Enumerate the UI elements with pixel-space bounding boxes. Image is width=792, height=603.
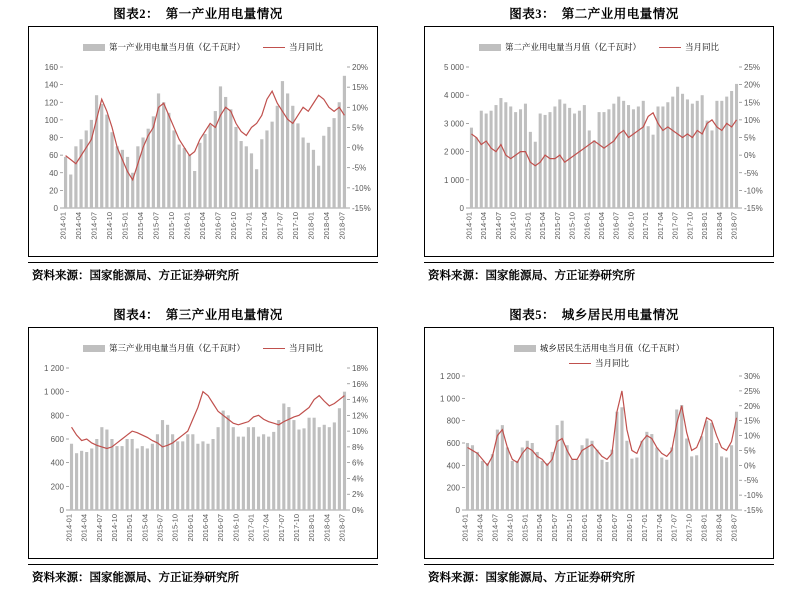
svg-text:2014-01: 2014-01	[460, 514, 470, 542]
svg-text:200: 200	[50, 482, 64, 492]
svg-text:1 200: 1 200	[439, 372, 460, 381]
svg-text:800: 800	[446, 416, 460, 426]
svg-text:3 000: 3 000	[443, 119, 464, 129]
svg-text:-15%: -15%	[352, 204, 371, 213]
svg-text:2018-04: 2018-04	[714, 514, 724, 542]
svg-text:2018-01: 2018-01	[700, 212, 710, 240]
svg-text:2014-04: 2014-04	[79, 514, 89, 542]
svg-text:2015-07: 2015-07	[552, 212, 562, 240]
svg-text:2014-07: 2014-07	[490, 514, 500, 542]
svg-text:2015-04: 2015-04	[535, 514, 545, 542]
svg-text:2017-01: 2017-01	[641, 212, 651, 240]
svg-text:2016-10: 2016-10	[231, 514, 241, 542]
svg-text:2018-04: 2018-04	[321, 212, 331, 240]
svg-text:2014-07: 2014-07	[493, 212, 503, 240]
svg-text:400: 400	[50, 458, 64, 468]
svg-text:10%: 10%	[744, 115, 761, 125]
svg-text:2017-01: 2017-01	[244, 212, 254, 240]
svg-text:100: 100	[44, 115, 58, 125]
svg-text:2015-01: 2015-01	[120, 212, 130, 240]
svg-text:2015-01: 2015-01	[125, 514, 135, 542]
svg-text:1 000: 1 000	[439, 394, 460, 404]
panel-3-source	[424, 262, 774, 287]
svg-text:2015-10: 2015-10	[565, 514, 575, 542]
svg-text:2015-04: 2015-04	[140, 514, 150, 542]
svg-text:2016-04: 2016-04	[198, 212, 207, 240]
panel-chart-2	[0, 0, 396, 301]
chart-svg-5	[425, 328, 775, 558]
svg-text:600: 600	[50, 435, 64, 444]
source-text: 资料来源：国家能源局、方正证券研究所	[428, 270, 635, 282]
svg-text:2017-01: 2017-01	[246, 514, 256, 542]
panel-5-chart-box	[424, 327, 774, 559]
panel-3-titlebar	[396, 0, 792, 26]
svg-text:2%: 2%	[352, 490, 364, 500]
panel-3-plot	[425, 27, 773, 256]
svg-text:80: 80	[49, 133, 58, 143]
svg-text:2018-07: 2018-07	[729, 212, 739, 240]
svg-text:2015-07: 2015-07	[155, 514, 165, 542]
svg-text:2014-10: 2014-10	[105, 212, 115, 240]
svg-text:2014-10: 2014-10	[508, 212, 518, 240]
svg-text:0: 0	[459, 204, 464, 213]
svg-text:0: 0	[59, 506, 64, 515]
page-title: 图表3： 第二产业用电量情况	[509, 7, 679, 21]
svg-text:15%: 15%	[352, 83, 369, 93]
svg-text:0: 0	[455, 506, 460, 515]
svg-text:800: 800	[50, 411, 64, 421]
svg-text:2 000: 2 000	[443, 147, 464, 157]
svg-text:60: 60	[49, 151, 58, 161]
svg-text:2018-07: 2018-07	[337, 212, 347, 240]
panel-4-source	[28, 564, 378, 589]
svg-text:12%: 12%	[352, 411, 369, 421]
svg-text:2017-07: 2017-07	[275, 212, 285, 240]
svg-text:2014-04: 2014-04	[475, 514, 485, 542]
panel-4-chart-box	[28, 327, 378, 559]
svg-text:2016-01: 2016-01	[582, 212, 592, 240]
svg-text:2014-07: 2014-07	[94, 514, 104, 542]
svg-text:2016-07: 2016-07	[213, 212, 223, 240]
source-text: 资料来源：国家能源局、方正证券研究所	[32, 572, 239, 584]
svg-text:200: 200	[446, 483, 460, 493]
svg-text:2015-10: 2015-10	[567, 212, 577, 240]
svg-text:10%: 10%	[352, 103, 369, 113]
svg-text:120: 120	[44, 98, 58, 108]
legend-label-line: 当月同比	[685, 42, 720, 52]
svg-text:-15%: -15%	[744, 204, 763, 213]
panel-chart-4	[0, 301, 396, 603]
svg-text:1 000: 1 000	[43, 387, 64, 397]
panel-5-plot	[425, 328, 773, 558]
panel-2-source	[28, 262, 378, 287]
legend-label-line: 当月同比	[594, 358, 629, 368]
svg-text:140: 140	[44, 80, 58, 90]
panel-chart-3	[396, 0, 792, 301]
svg-text:0%: 0%	[744, 461, 756, 471]
svg-text:2018-07: 2018-07	[729, 514, 739, 542]
page-title: 图表4： 第三产业用电量情况	[113, 308, 283, 322]
svg-text:5 000: 5 000	[443, 63, 464, 72]
svg-text:2014-01: 2014-01	[58, 212, 68, 240]
svg-text:2014-04: 2014-04	[479, 212, 489, 240]
svg-text:-10%: -10%	[744, 186, 763, 196]
chart-svg-4	[29, 328, 379, 558]
svg-text:2017-07: 2017-07	[669, 514, 679, 542]
svg-text:2018-01: 2018-01	[306, 212, 316, 240]
panel-3-chart-box	[424, 26, 774, 257]
source-text: 资料来源：国家能源局、方正证券研究所	[32, 270, 239, 282]
svg-text:-10%: -10%	[352, 183, 371, 193]
svg-text:4%: 4%	[352, 474, 364, 484]
svg-text:15%: 15%	[744, 98, 761, 108]
svg-text:400: 400	[446, 461, 460, 471]
chart-svg-2	[29, 27, 379, 256]
svg-text:40: 40	[49, 168, 58, 178]
svg-text:2017-07: 2017-07	[670, 212, 680, 240]
svg-text:2016-07: 2016-07	[216, 514, 226, 542]
svg-text:2016-01: 2016-01	[580, 514, 590, 542]
svg-text:2018-01: 2018-01	[699, 514, 709, 542]
svg-text:2017-10: 2017-10	[684, 514, 694, 542]
panel-2-chart-box	[28, 26, 378, 257]
svg-text:160: 160	[44, 63, 58, 72]
svg-text:8%: 8%	[352, 442, 364, 452]
svg-text:4 000: 4 000	[443, 91, 464, 101]
svg-text:10%: 10%	[352, 427, 369, 437]
legend-label-line: 当月同比	[289, 42, 324, 52]
svg-text:-10%: -10%	[744, 491, 763, 501]
svg-text:2015-10: 2015-10	[167, 212, 177, 240]
svg-text:0%: 0%	[352, 143, 364, 153]
svg-text:0%: 0%	[744, 151, 756, 161]
svg-text:2015-04: 2015-04	[538, 212, 548, 240]
svg-text:2016-04: 2016-04	[201, 514, 210, 542]
legend-label-bar: 第三产业用电量当月值（亿千瓦时）	[108, 343, 245, 353]
svg-text:15%: 15%	[744, 416, 761, 426]
svg-text:2017-04: 2017-04	[655, 212, 665, 240]
svg-text:2014-10: 2014-10	[110, 514, 120, 542]
panel-2-plot	[29, 27, 377, 256]
svg-text:0%: 0%	[352, 506, 364, 515]
svg-text:6%: 6%	[352, 458, 364, 468]
svg-text:5%: 5%	[352, 123, 364, 133]
svg-text:2017-10: 2017-10	[291, 514, 301, 542]
panel-5-titlebar	[396, 301, 792, 327]
svg-text:2015-10: 2015-10	[170, 514, 180, 542]
svg-text:1 000: 1 000	[443, 175, 464, 185]
svg-text:0: 0	[53, 204, 58, 213]
panel-4-plot	[29, 328, 377, 558]
svg-text:2015-07: 2015-07	[151, 212, 161, 240]
svg-text:2016-10: 2016-10	[624, 514, 634, 542]
svg-text:2016-01: 2016-01	[185, 514, 195, 542]
svg-text:2015-01: 2015-01	[523, 212, 533, 240]
svg-text:2014-10: 2014-10	[505, 514, 515, 542]
panel-2-titlebar	[0, 0, 396, 26]
legend-label-bar: 城乡居民生活用电当月值（亿千瓦时）	[539, 343, 685, 353]
svg-text:2018-07: 2018-07	[337, 514, 347, 542]
svg-text:16%: 16%	[352, 379, 369, 389]
svg-text:-5%: -5%	[744, 168, 759, 178]
svg-text:25%: 25%	[744, 63, 761, 72]
svg-text:30%: 30%	[744, 372, 761, 381]
svg-text:2016-04: 2016-04	[595, 514, 604, 542]
svg-text:600: 600	[446, 439, 460, 448]
svg-text:2016-07: 2016-07	[609, 514, 619, 542]
svg-text:2017-01: 2017-01	[639, 514, 649, 542]
panel-4-titlebar	[0, 301, 396, 327]
svg-text:20%: 20%	[352, 63, 369, 72]
svg-text:2016-04: 2016-04	[597, 212, 606, 240]
svg-text:2016-10: 2016-10	[626, 212, 636, 240]
svg-text:2015-04: 2015-04	[136, 212, 146, 240]
panel-chart-5	[396, 301, 792, 603]
svg-text:2016-10: 2016-10	[228, 212, 238, 240]
svg-text:-15%: -15%	[744, 506, 763, 515]
page-title: 图表2： 第一产业用电量情况	[113, 7, 283, 21]
svg-text:2014-01: 2014-01	[464, 212, 474, 240]
svg-text:2017-07: 2017-07	[276, 514, 286, 542]
svg-text:20%: 20%	[744, 401, 761, 411]
legend-label-bar: 第一产业用电量当月值（亿千瓦时）	[108, 42, 245, 52]
svg-text:2017-10: 2017-10	[685, 212, 695, 240]
svg-text:2017-04: 2017-04	[259, 212, 269, 240]
source-text: 资料来源：国家能源局、方正证券研究所	[428, 572, 635, 584]
svg-text:-5%: -5%	[352, 163, 367, 173]
svg-text:2014-07: 2014-07	[89, 212, 99, 240]
svg-text:1 200: 1 200	[43, 364, 64, 373]
panel-5-source	[424, 564, 774, 589]
svg-text:2017-04: 2017-04	[654, 514, 664, 542]
svg-text:2014-01: 2014-01	[64, 514, 74, 542]
svg-text:18%: 18%	[352, 364, 369, 373]
svg-text:2016-07: 2016-07	[611, 212, 621, 240]
chart-svg-3	[425, 27, 775, 256]
svg-text:25%: 25%	[744, 386, 761, 396]
svg-text:2015-07: 2015-07	[550, 514, 560, 542]
svg-text:2016-01: 2016-01	[182, 212, 192, 240]
page-title: 图表5： 城乡居民用电量情况	[509, 308, 679, 322]
svg-text:20: 20	[49, 186, 58, 196]
svg-text:2018-01: 2018-01	[307, 514, 317, 542]
svg-text:10%: 10%	[744, 431, 761, 441]
svg-text:2014-04: 2014-04	[74, 212, 84, 240]
svg-text:2017-10: 2017-10	[290, 212, 300, 240]
svg-text:2018-04: 2018-04	[714, 212, 724, 240]
svg-text:2015-01: 2015-01	[520, 514, 530, 542]
svg-text:2018-04: 2018-04	[322, 514, 332, 542]
legend-label-line: 当月同比	[289, 343, 324, 353]
svg-text:20%: 20%	[744, 80, 761, 90]
svg-text:-5%: -5%	[744, 476, 759, 486]
svg-text:2017-04: 2017-04	[261, 514, 271, 542]
svg-text:14%: 14%	[352, 395, 369, 405]
svg-text:5%: 5%	[744, 133, 756, 143]
svg-text:5%: 5%	[744, 446, 756, 456]
legend-label-bar: 第二产业用电量当月值（亿千瓦时）	[504, 42, 641, 52]
